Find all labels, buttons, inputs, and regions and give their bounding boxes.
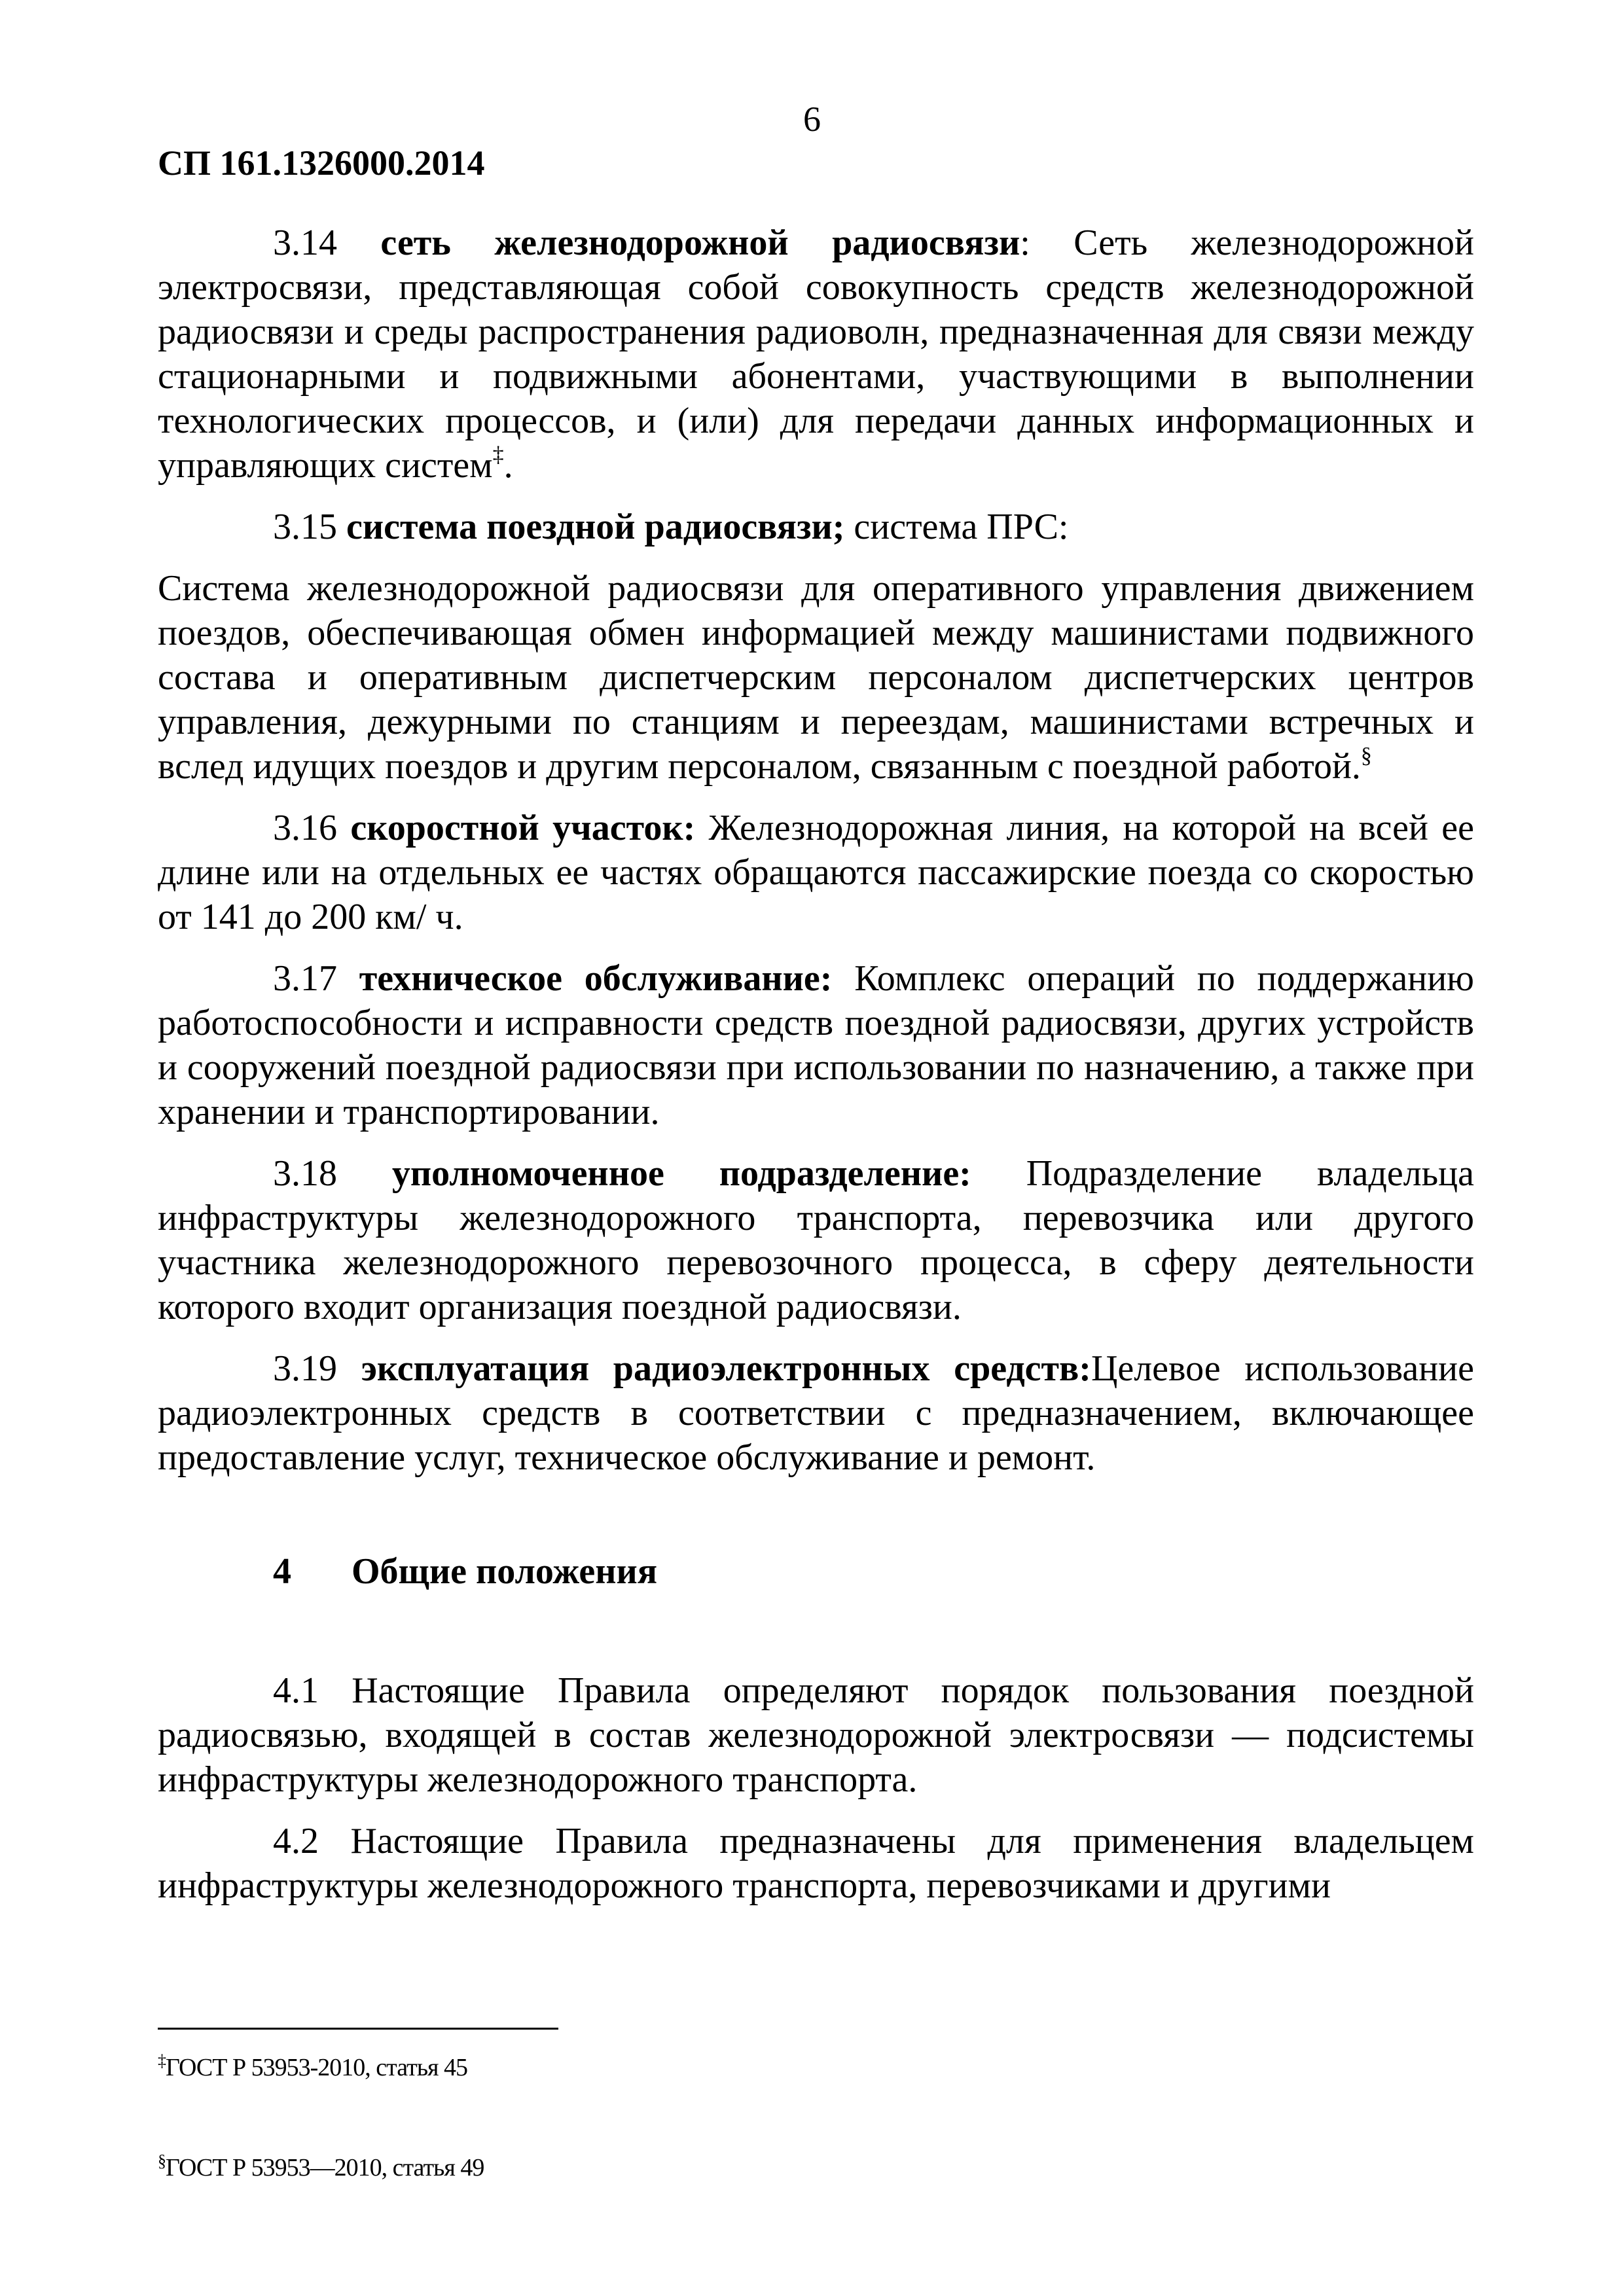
term-title: эксплуатация радиоэлектронных средств: xyxy=(361,1348,1091,1389)
term-number: 3.14 xyxy=(273,223,337,263)
term-3-17 xyxy=(158,956,1474,1134)
term-3-15 xyxy=(158,505,1474,549)
section-number: 4 xyxy=(273,1551,291,1592)
term-3-14 xyxy=(158,221,1474,488)
term-number: 3.19 xyxy=(273,1348,337,1389)
term-separator: : xyxy=(1020,223,1030,263)
term-number: 3.17 xyxy=(273,958,337,999)
clause-number: 4.1 xyxy=(273,1670,319,1711)
term-title: скоростной участок: xyxy=(350,808,696,848)
term-number: 3.15 xyxy=(273,507,337,547)
clause-4-1 xyxy=(158,1668,1474,1802)
term-end: . xyxy=(503,445,513,486)
term-number: 3.16 xyxy=(273,808,337,848)
term-title: техническое обслуживание: xyxy=(359,958,833,999)
term-definition: Сеть железнодорожной электросвязи, представляющая собой совокупность средств железнодорожной радиосвязи и среды распространения радиоволн, предназначенная для связи между стационарными и подвижными абонентами, участвующими в выполнении технологических процессов, и (или) для передачи данных информационных и управляющих систем xyxy=(158,223,1475,486)
footnote xyxy=(158,2051,468,2081)
clause-text: Настоящие Правила предназначены для применения владельцем инфраструктуры железнодорожного транспорта, перевозчиками и другими xyxy=(158,1821,1474,1906)
section-heading xyxy=(158,1549,1474,1594)
term-title: уполномоченное подразделение: xyxy=(391,1153,971,1194)
term-definition: Система железнодорожной радиосвязи для оперативного управления движением поездов, обеспечивающая обмен информацией между машинистами подвижного состава и оперативным диспетчерским персоналом диспетчерских центров управления, дежурными по станциям и переездам, машинистами встречных и вслед идущих поездов и другим персоналом, связанным с поездной работой. xyxy=(158,568,1474,787)
term-3-18 xyxy=(158,1151,1474,1329)
body-text xyxy=(158,221,1474,1925)
footnote xyxy=(158,2151,484,2181)
document-code: СП 161.1326000.2014 xyxy=(158,143,485,183)
footnote-text: ГОСТ Р 53953—2010, статья 49 xyxy=(166,2154,484,2181)
footnote-mark: § xyxy=(158,2151,166,2170)
section-title: Общие положения xyxy=(352,1551,658,1592)
term-3-15-definition xyxy=(158,566,1474,789)
term-intro: система ПРС: xyxy=(844,507,1069,547)
footnote-ref: § xyxy=(1360,744,1372,768)
term-title: сеть железнодорожной радиосвязи xyxy=(380,223,1020,263)
term-3-16 xyxy=(158,806,1474,939)
footnote-ref: ‡ xyxy=(492,442,504,467)
clause-text: Настоящие Правила определяют порядок пользования поездной радиосвязью, входящей в состав железнодорожной электросвязи — подсистемы инфраструктуры железнодорожного транспорта. xyxy=(158,1670,1474,1800)
footnote-text: ГОСТ Р 53953-2010, статья 45 xyxy=(166,2054,468,2081)
term-number: 3.18 xyxy=(273,1153,337,1194)
clause-number: 4.2 xyxy=(273,1821,319,1861)
term-definition: Комплекс операций по поддержанию работоспособности и исправности средств поездной радиосвязи, других устройств и сооружений поездной радиосвязи при использовании по назначению, а также при хранении и транспортировании. xyxy=(158,958,1474,1132)
term-definition: Подразделение владельца инфраструктуры железнодорожного транспорта, перевозчика или другого участника железнодорожного перевозочного процесса, в сферу деятельности которого входит организация поездной радиосвязи. xyxy=(158,1153,1474,1327)
term-3-19 xyxy=(158,1346,1474,1480)
term-title: система поездной радиосвязи; xyxy=(346,507,845,547)
page-number: 6 xyxy=(803,99,821,139)
footnote-divider xyxy=(158,2028,558,2030)
term-definition: Железнодорожная линия, на которой на всей ее длине или на отдельных ее частях обращаются пассажирские поезда со скоростью от 141 до 200 км/ ч. xyxy=(158,808,1475,937)
footnote-mark: ‡ xyxy=(158,2051,166,2070)
clause-4-2 xyxy=(158,1819,1474,1908)
term-definition: Целевое использование радиоэлектронных средств в соответствии с предназначением, включающее предоставление услуг, техническое обслуживание и ремонт. xyxy=(158,1348,1474,1478)
